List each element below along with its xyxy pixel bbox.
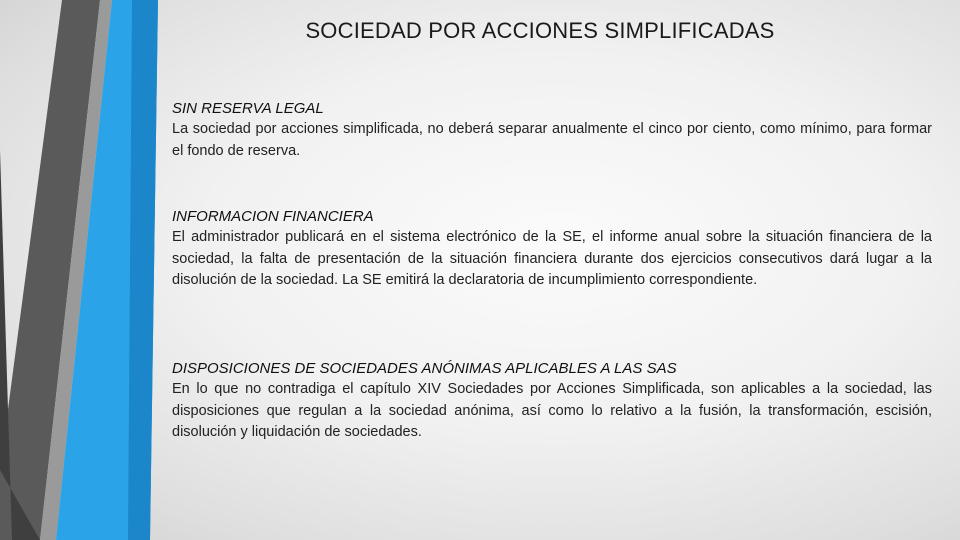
- section-heading: INFORMACION FINANCIERA: [172, 208, 374, 225]
- section-body: El administrador publicará en el sistema electrónico de la SE, el informe anual sobre la situación financiera de la sociedad, la falta de presentación de la situación financiera durante dos ejercicios consecutivos dará lugar a la disolución de la sociedad. La SE emitirá la declaratoria de incumplimiento correspondiente.: [172, 229, 932, 288]
- section-heading: SIN RESERVA LEGAL: [172, 100, 324, 117]
- section-body: En lo que no contradiga el capítulo XIV Sociedades por Acciones Simplificada, son aplicables a la sociedad, las disposiciones que regulan a la sociedad anónima, así como lo relativo a la fusión, la transformación, escisión, disolución y liquidación de sociedades.: [172, 381, 932, 440]
- section-disposiciones: [172, 360, 932, 444]
- page-title: SOCIEDAD POR ACCIONES SIMPLIFICADAS: [305, 18, 775, 43]
- blue-stripe-shadow: [128, 0, 158, 540]
- section-heading: DISPOSICIONES DE SOCIEDADES ANÓNIMAS APLICABLES A LAS SAS: [172, 360, 677, 377]
- section-sin-reserva-legal: [172, 100, 932, 162]
- section-informacion-financiera: [172, 208, 932, 292]
- section-body: La sociedad por acciones simplificada, no deberá separar anualmente el cinco por ciento, como mínimo, para formar el fondo de reserva.: [172, 121, 932, 159]
